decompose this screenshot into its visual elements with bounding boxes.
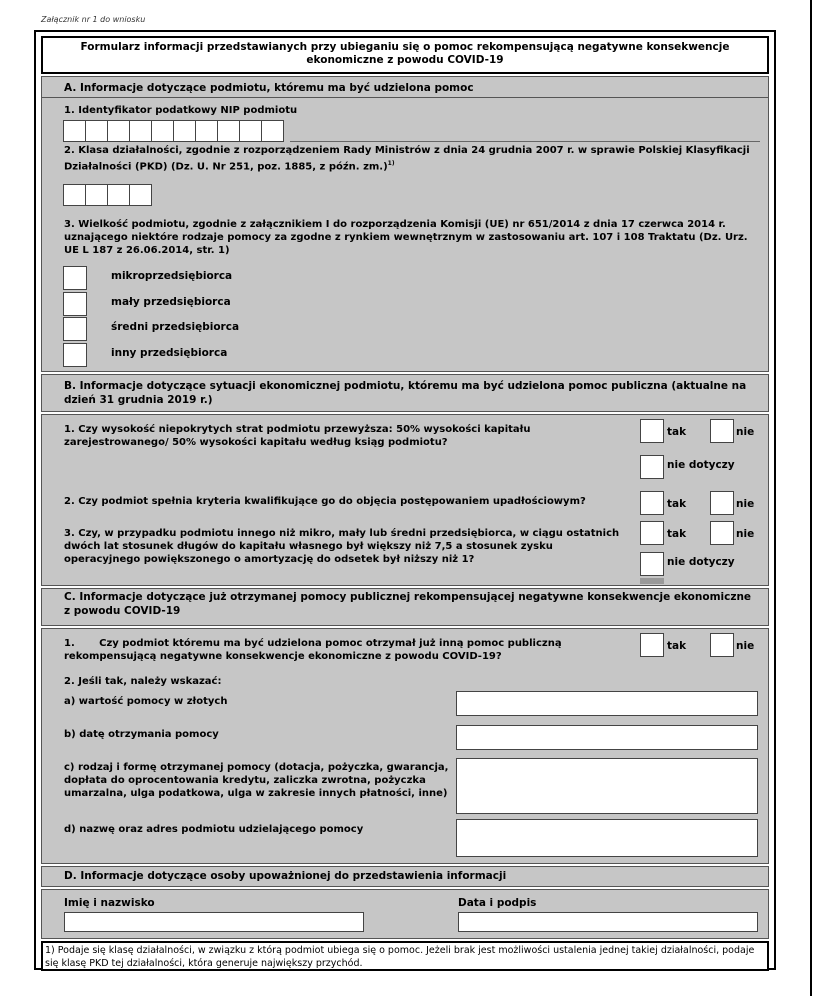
losses-na-checkbox[interactable] [640, 455, 664, 479]
pkd-digit[interactable] [107, 184, 130, 206]
micro-checkbox[interactable] [63, 266, 87, 290]
nip-digit[interactable] [151, 120, 174, 142]
section-a-header: A. Informacje dotyczące podmiotu, któremu ma być udzielona pomoc [64, 82, 474, 94]
divider [290, 141, 760, 142]
aid-value-label: a) wartość pomocy w złotych [64, 696, 228, 707]
nip-digit[interactable] [239, 120, 262, 142]
aid-provider-label: d) nazwę oraz adres podmiotu udzielającego pomocy [64, 824, 364, 835]
losses-yes-checkbox[interactable] [640, 419, 664, 443]
scroll-mark [640, 578, 664, 584]
nip-digit[interactable] [107, 120, 130, 142]
pkd-digit[interactable] [63, 184, 86, 206]
size-label: 3. Wielkość podmiotu, zgodnie z załącznikiem I do rozporządzenia Komisji (UE) nr 651/2014 z dnia 17 czerwca 2014 r. uznającego niektóre rodzaje pomocy za zgodne z rynkiem wewnętrznym w zastosowaniu art. 107 i 108 Traktatu (Dz. Urz. UE L 187 z 26.06.2014, str. 1) [64, 219, 748, 256]
nip-digit[interactable] [129, 120, 152, 142]
pkd-digit[interactable] [129, 184, 152, 206]
specify-label: 2. Jeśli tak, należy wskazać: [64, 676, 222, 687]
prior-aid-no-label: nie [736, 640, 755, 652]
pkd-label: 2. Klasa działalności, zgodnie z rozporządzeniem Rady Ministrów z dnia 24 grudnia 2007 r. w sprawie Polskiej Klasyfikacji Działalności (PKD) (Dz. U. Nr 251, poz. 1885, z późn. zm.)$^{1)}$ [64, 145, 750, 173]
name-label: Imię i nazwisko [64, 897, 155, 909]
medium-label: średni przedsiębiorca [111, 321, 240, 333]
losses-yes-label: tak [667, 426, 687, 438]
pkd-input[interactable] [63, 184, 151, 206]
nip-digit[interactable] [217, 120, 240, 142]
debt-yes-checkbox[interactable] [640, 521, 664, 545]
debt-no-checkbox[interactable] [710, 521, 734, 545]
bankruptcy-yes-label: tak [667, 498, 687, 510]
debt-no-label: nie [736, 528, 755, 540]
small-label: mały przedsiębiorca [111, 296, 231, 308]
other-label: inny przedsiębiorca [111, 347, 228, 359]
aid-date-label: b) datę otrzymania pomocy [64, 729, 219, 740]
losses-question: 1. Czy wysokość niepokrytych strat podmiotu przewyższa: 50% wysokości kapitału zarejestrowanego/ 50% wysokości kapitału według ksiąg podmiotu? [64, 424, 531, 448]
date-signature-input[interactable] [458, 912, 758, 932]
nip-input[interactable] [63, 120, 283, 142]
small-checkbox[interactable] [63, 292, 87, 316]
bankruptcy-yes-checkbox[interactable] [640, 491, 664, 515]
losses-no-label: nie [736, 426, 755, 438]
aid-type-input[interactable] [456, 758, 758, 814]
losses-no-checkbox[interactable] [710, 419, 734, 443]
nip-digit[interactable] [261, 120, 284, 142]
bankruptcy-no-checkbox[interactable] [710, 491, 734, 515]
form-title: Formularz informacji przedstawianych przy ubieganiu się o pomoc rekompensującą negatywne konsekwencje ekonomiczne z powodu COVID-19 [41, 36, 769, 74]
section-c-header: C. Informacje dotyczące już otrzymanej pomocy publicznej rekompensującej negatywne konsekwencje ekonomiczne z powodu COVID-19 [64, 591, 752, 617]
debt-na-label: nie dotyczy [667, 556, 735, 568]
prior-aid-no-checkbox[interactable] [710, 633, 734, 657]
footnote: 1) Podaje się klasę działalności, w związku z którą podmiot ubiega się o pomoc. Jeżeli brak jest możliwości ustalenia jednej takiej działalności, podaje się klasę PKD tej działalności, która generuje największy przychód. [41, 941, 769, 971]
attachment-label: Załącznik nr 1 do wniosku [41, 15, 146, 24]
nip-label: 1. Identyfikator podatkowy NIP podmiotu [64, 105, 298, 116]
aid-provider-input[interactable] [456, 819, 758, 857]
bankruptcy-question: 2. Czy podmiot spełnia kryteria kwalifikujące go do objęcia postępowaniem upadłościowym? [64, 496, 586, 507]
date-signature-label: Data i podpis [458, 897, 537, 909]
prior-aid-question: 1. Czy podmiot któremu ma być udzielona pomoc otrzymał już inną pomoc publiczną rekompensującą negatywne konsekwencje ekonomiczne z powodu COVID-19? [64, 638, 566, 662]
nip-digit[interactable] [85, 120, 108, 142]
pkd-digit[interactable] [85, 184, 108, 206]
aid-value-input[interactable] [456, 691, 758, 716]
debt-question: 3. Czy, w przypadku podmiotu innego niż mikro, mały lub średni przedsiębiorca, w ciągu ostatnich dwóch lat stosunek długów do kapitału własnego był większy niż 7,5 a stosunek zysku operacyjnego powiększonego o amortyzację do odsetek był niższy niż 1? [64, 528, 620, 565]
bankruptcy-no-label: nie [736, 498, 755, 510]
aid-type-label: c) rodzaj i formę otrzymanej pomocy (dotacja, pożyczka, gwarancja, dopłata do oprocentowania kredytu, zaliczka zwrotna, pożyczka umarzalna, ulga podatkowa, ulga w zakresie innych płatności, inne) [64, 762, 449, 799]
losses-na-label: nie dotyczy [667, 459, 735, 471]
nip-digit[interactable] [173, 120, 196, 142]
prior-aid-yes-checkbox[interactable] [640, 633, 664, 657]
prior-aid-yes-label: tak [667, 640, 687, 652]
medium-checkbox[interactable] [63, 317, 87, 341]
nip-digit[interactable] [195, 120, 218, 142]
debt-yes-label: tak [667, 528, 687, 540]
aid-date-input[interactable] [456, 725, 758, 750]
page-edge [810, 0, 812, 996]
other-checkbox[interactable] [63, 343, 87, 367]
debt-na-checkbox[interactable] [640, 552, 664, 576]
nip-digit[interactable] [63, 120, 86, 142]
micro-label: mikroprzedsiębiorca [111, 270, 233, 282]
section-d-header: D. Informacje dotyczące osoby upoważnionej do przedstawienia informacji [64, 870, 507, 882]
section-b-header: B. Informacje dotyczące sytuacji ekonomicznej podmiotu, któremu ma być udzielona pomoc publiczna (aktualne na dzień 31 grudnia 2019 r.) [64, 380, 747, 406]
name-input[interactable] [64, 912, 364, 932]
